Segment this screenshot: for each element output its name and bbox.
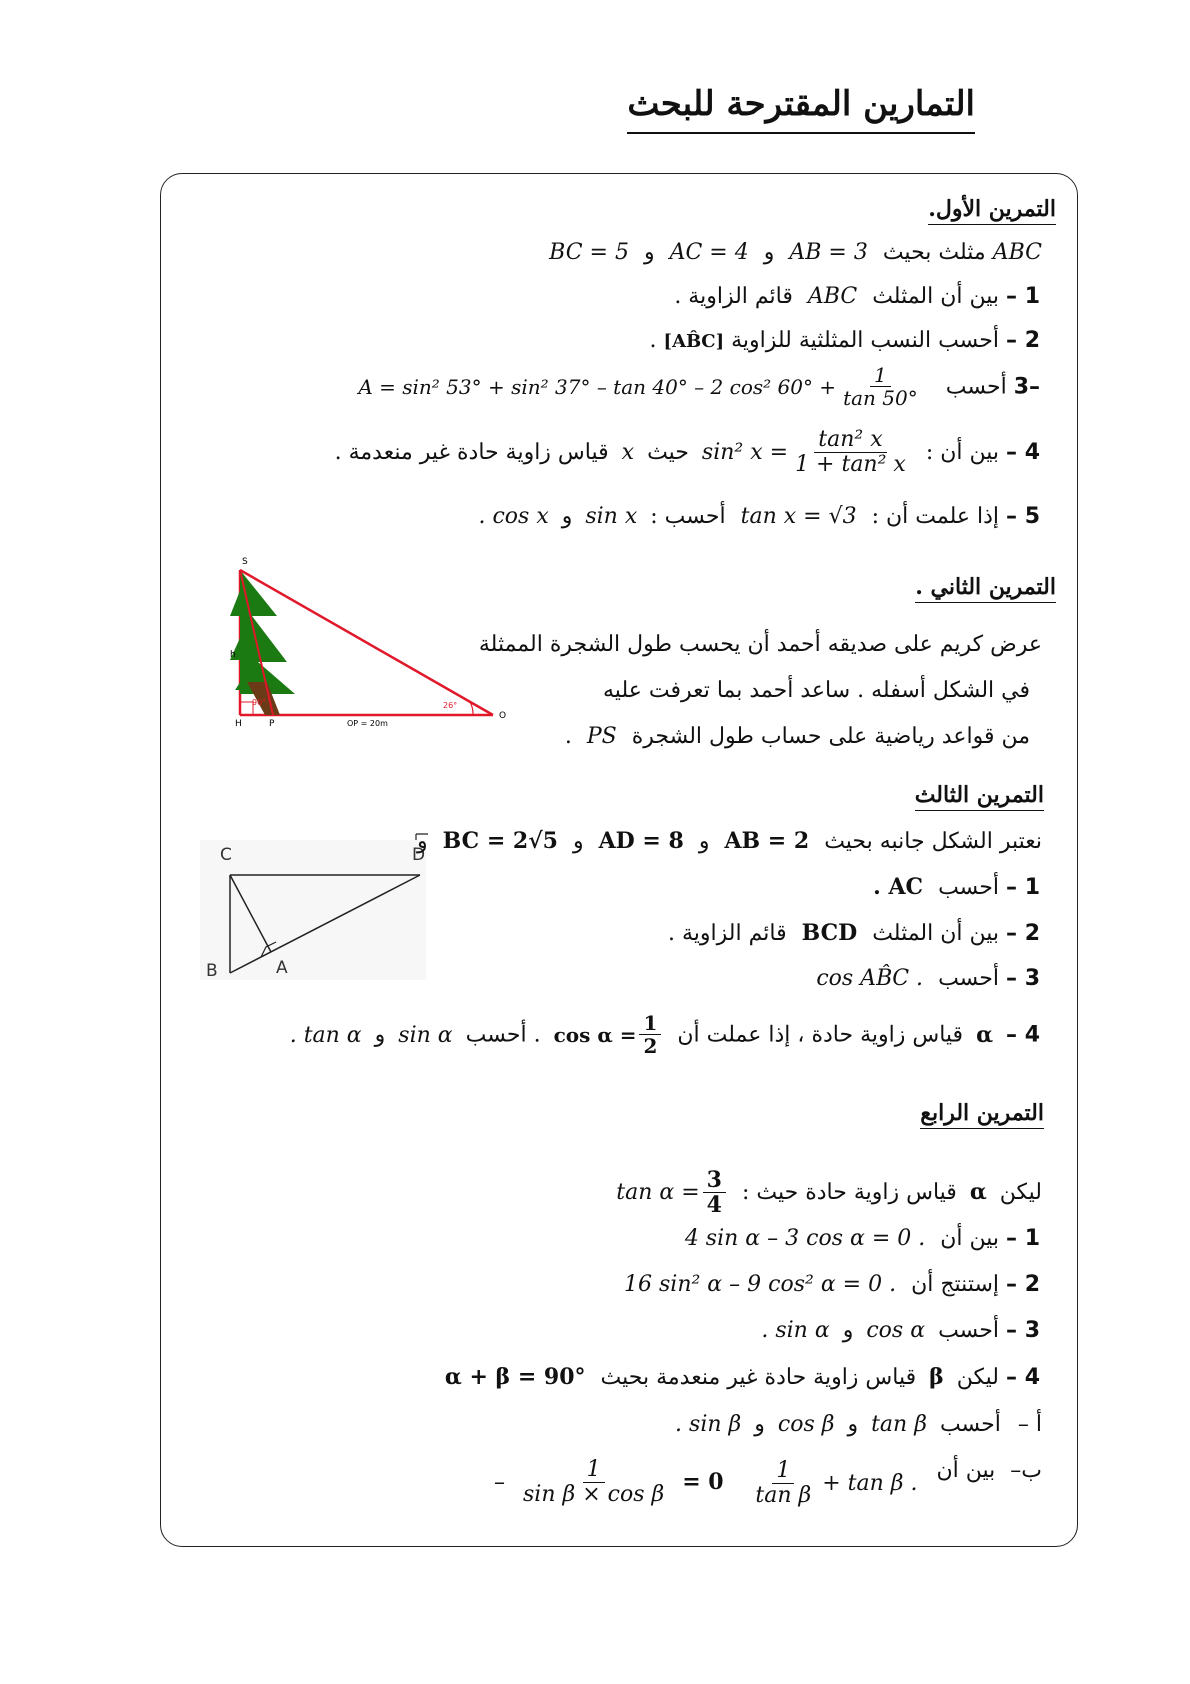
sin-alpha: sin α . <box>761 1318 830 1343</box>
page-title: التمارين المقترحة للبحث <box>627 82 975 134</box>
fraction <box>839 364 922 409</box>
exercise-1-heading: التمرين الأول. <box>928 196 1056 225</box>
tan-eq: tan α = <box>616 1180 700 1206</box>
question-text: أحسب النسب المثلثية للزاوية <box>731 328 1000 353</box>
fraction-1 <box>751 1459 815 1508</box>
point-s: S <box>242 557 248 567</box>
bc-value: BC = 5 <box>549 240 629 265</box>
ab-value: AB = 3 <box>789 240 868 265</box>
question-text: ليكن <box>999 1180 1042 1206</box>
numerator: tan² x <box>814 428 886 453</box>
exercise-2-heading: التمرين الثاني . <box>915 574 1056 603</box>
angle-o-label: 26° <box>443 701 458 710</box>
numerator: 3 <box>703 1168 726 1193</box>
period: . <box>649 328 657 353</box>
triangle-name: ABC <box>992 240 1042 265</box>
point-c: C <box>220 845 232 865</box>
cos-x: cos x . <box>478 504 549 529</box>
question-text: أحسب <box>945 374 1007 400</box>
exercise-4-q3 <box>755 1318 1040 1343</box>
question-text: من قواعد رياضية على حساب طول الشجرة <box>631 724 1030 749</box>
question-text: بين أن <box>940 1226 1000 1251</box>
triangle-bcd: BCD <box>801 920 858 946</box>
triangle-figure <box>198 830 430 990</box>
numerator: 1 <box>870 364 891 387</box>
point-b: B <box>206 961 218 981</box>
equals-zero: = 0 <box>682 1468 724 1495</box>
question-number: 1 – <box>1006 1226 1040 1251</box>
distance-label: OP = 20m <box>347 719 388 728</box>
exercise-3-intro <box>417 828 1042 854</box>
exercise-4-qb <box>740 1458 1042 1508</box>
question-text: إذا علمت أن : <box>871 504 1000 529</box>
ac-segment: AC . <box>873 874 924 900</box>
sin-eq: sin² x = <box>701 440 789 466</box>
question-number: 5 – <box>1006 504 1040 529</box>
question-number: 4 – <box>1006 440 1040 466</box>
and-word: و <box>763 240 775 265</box>
question-number: 2 – <box>1006 921 1040 946</box>
denominator: sin β × cos β <box>523 1482 665 1508</box>
intro-text: مثلث بحيث <box>882 240 986 265</box>
and-word: و <box>842 1318 854 1343</box>
segment-ps: PS <box>586 724 617 749</box>
point-d: D <box>412 845 426 865</box>
exercise-1-q5 <box>472 504 1040 529</box>
question-text: قياس زاوية حادة غير منعدمة بحيث <box>600 1365 917 1390</box>
sin-x: sin x <box>585 504 638 529</box>
cos-alpha: cos α <box>866 1318 926 1343</box>
plus-tan: + tan β . <box>822 1471 918 1497</box>
and-word: و <box>561 504 573 529</box>
alpha-symbol: α <box>969 1179 987 1206</box>
exercise-3-heading: التمرين الثالث <box>915 782 1044 811</box>
point-a: A <box>276 958 288 978</box>
exercise-4-q4 <box>437 1364 1040 1390</box>
question-text: إستنتج أن <box>911 1272 1000 1297</box>
fraction <box>791 428 910 477</box>
question-text: ليكن <box>956 1365 1000 1390</box>
exercise-4-q2 <box>616 1272 1040 1297</box>
question-text: قائم الزاوية . <box>668 921 787 946</box>
right-angle-label: 90° <box>252 698 267 707</box>
and-word: و <box>417 829 428 854</box>
denominator: tan 50° <box>843 386 918 410</box>
question-text: بين أن : <box>925 440 1000 466</box>
question-text: أحسب <box>938 875 1000 900</box>
numerator: 1 <box>772 1459 794 1484</box>
question-text: بين أن <box>936 1458 996 1483</box>
question-text: نعتبر الشكل جانبه بحيث <box>824 829 1042 854</box>
exercise-1-q4 <box>335 428 1040 477</box>
question-text: قياس زاوية حادة حيث : <box>741 1180 957 1206</box>
exercise-1-q3 <box>358 364 1040 409</box>
exercise-3-q1 <box>865 874 1040 900</box>
tan-alpha-value <box>616 1168 729 1217</box>
tan-value: tan x = √3 <box>740 504 857 529</box>
question-text: بين أن المثلث <box>872 284 1000 309</box>
and-word: و <box>572 829 584 854</box>
question-text: أحسب <box>938 966 1000 991</box>
exercise-4-heading: التمرين الرابع <box>920 1100 1044 1129</box>
alpha-symbol: α <box>976 1021 994 1048</box>
ad-value: AD = 8 <box>598 828 684 854</box>
exercise-4-intro <box>610 1168 1042 1217</box>
sin-beta: sin β . <box>675 1412 742 1437</box>
identity-expression <box>748 1459 921 1508</box>
denominator: 2 <box>643 1034 658 1058</box>
question-text: أحسب <box>938 1318 1000 1343</box>
question-text: أحسب : <box>650 504 726 529</box>
denominator: 4 <box>706 1192 722 1219</box>
expression: 4 sin α – 3 cos α = 0 . <box>684 1226 926 1251</box>
beta-symbol: β <box>929 1364 944 1390</box>
question-text: قياس زاوية حادة غير منعدمة . <box>334 440 609 466</box>
and-word: و <box>754 1412 765 1437</box>
exercise-3-q2 <box>668 920 1040 946</box>
period: . <box>564 724 572 749</box>
exercise-1-q2 <box>650 328 1040 353</box>
height-label: h <box>230 650 236 660</box>
angle-sum: α + β = 90° <box>444 1364 586 1390</box>
cos-eq: cos α = <box>553 1022 637 1047</box>
question-text: قياس زاوية حادة ، إذا عملت أن <box>677 1022 964 1048</box>
cos-value <box>554 1012 665 1057</box>
question-number: 4 – <box>1006 1022 1040 1048</box>
fraction <box>703 1168 726 1217</box>
question-number: 3 – <box>1006 1318 1040 1343</box>
ac-value: AC = 4 <box>669 240 749 265</box>
variable: x <box>621 440 635 466</box>
expression-a <box>358 364 924 409</box>
and-word: و <box>698 829 710 854</box>
point-o: O <box>499 711 507 721</box>
tan-alpha: tan α . <box>289 1022 362 1048</box>
triangle-name: ABC <box>807 284 858 309</box>
exercise-2-line-3 <box>565 724 1030 749</box>
exercise-2-line-1: عرض كريم على صديقه أحمد أن يحسب طول الشجرة الممثلة <box>478 632 1042 657</box>
exercise-4-qa <box>669 1412 1042 1437</box>
cos-expression: cos AB̂C . <box>816 966 924 991</box>
angle-notation: [AB̂C] <box>663 331 725 352</box>
question-text: أحسب <box>939 1412 1001 1437</box>
exercise-3-q4 <box>284 1012 1040 1057</box>
question-number: 2 – <box>1006 328 1040 353</box>
and-word: و <box>847 1412 859 1437</box>
fraction <box>639 1012 661 1057</box>
numerator: 1 <box>583 1458 605 1483</box>
exercise-1-q1 <box>674 284 1040 309</box>
exercise-3-q3 <box>808 966 1040 991</box>
question-number: 1 – <box>1006 875 1040 900</box>
point-h: H <box>235 719 242 729</box>
exercise-4-q1 <box>677 1226 1040 1251</box>
question-text: بين أن المثلث <box>872 921 1000 946</box>
tree-figure <box>225 552 510 730</box>
exercise-4-qb-part2 <box>490 1458 728 1507</box>
exercise-2-line-2: في الشكل أسفله . ساعد أحمد بما تعرفت عليه <box>603 678 1030 703</box>
sin-alpha: sin α <box>398 1022 453 1048</box>
cos-beta: cos β <box>777 1412 835 1437</box>
expression: 16 sin² α – 9 cos² α = 0 . <box>624 1272 897 1297</box>
question-number: 1 – <box>1006 284 1040 309</box>
denominator: tan β <box>755 1483 812 1509</box>
numerator: 1 <box>639 1012 661 1035</box>
question-number: 3 – <box>1006 966 1040 991</box>
question-number: 4 – <box>1006 1365 1040 1390</box>
sub-question-label: أ – <box>1017 1412 1042 1437</box>
and-word: و <box>643 240 655 265</box>
sub-question-label: ب– <box>1010 1458 1042 1483</box>
point-p: P <box>269 719 275 729</box>
fraction-2 <box>519 1458 668 1507</box>
exercise-1-intro <box>541 240 1042 265</box>
and-word: و <box>374 1022 386 1048</box>
question-number: –3 <box>1013 374 1040 400</box>
sin-expression <box>702 428 913 477</box>
expression-main: A = sin² 53° + sin² 37° – tan 40° – 2 cos² 60° + <box>358 374 837 399</box>
bc-value: BC = 2√5 <box>442 828 558 854</box>
question-text: قائم الزاوية . <box>674 284 793 309</box>
minus-sign: – <box>494 1469 505 1495</box>
question-text: . أحسب <box>465 1022 541 1048</box>
ab-value: AB = 2 <box>724 828 810 854</box>
question-text: حيث <box>647 440 689 466</box>
tan-beta: tan β <box>871 1412 927 1437</box>
question-number: 2 – <box>1006 1272 1040 1297</box>
denominator: 1 + tan² x <box>795 452 906 478</box>
